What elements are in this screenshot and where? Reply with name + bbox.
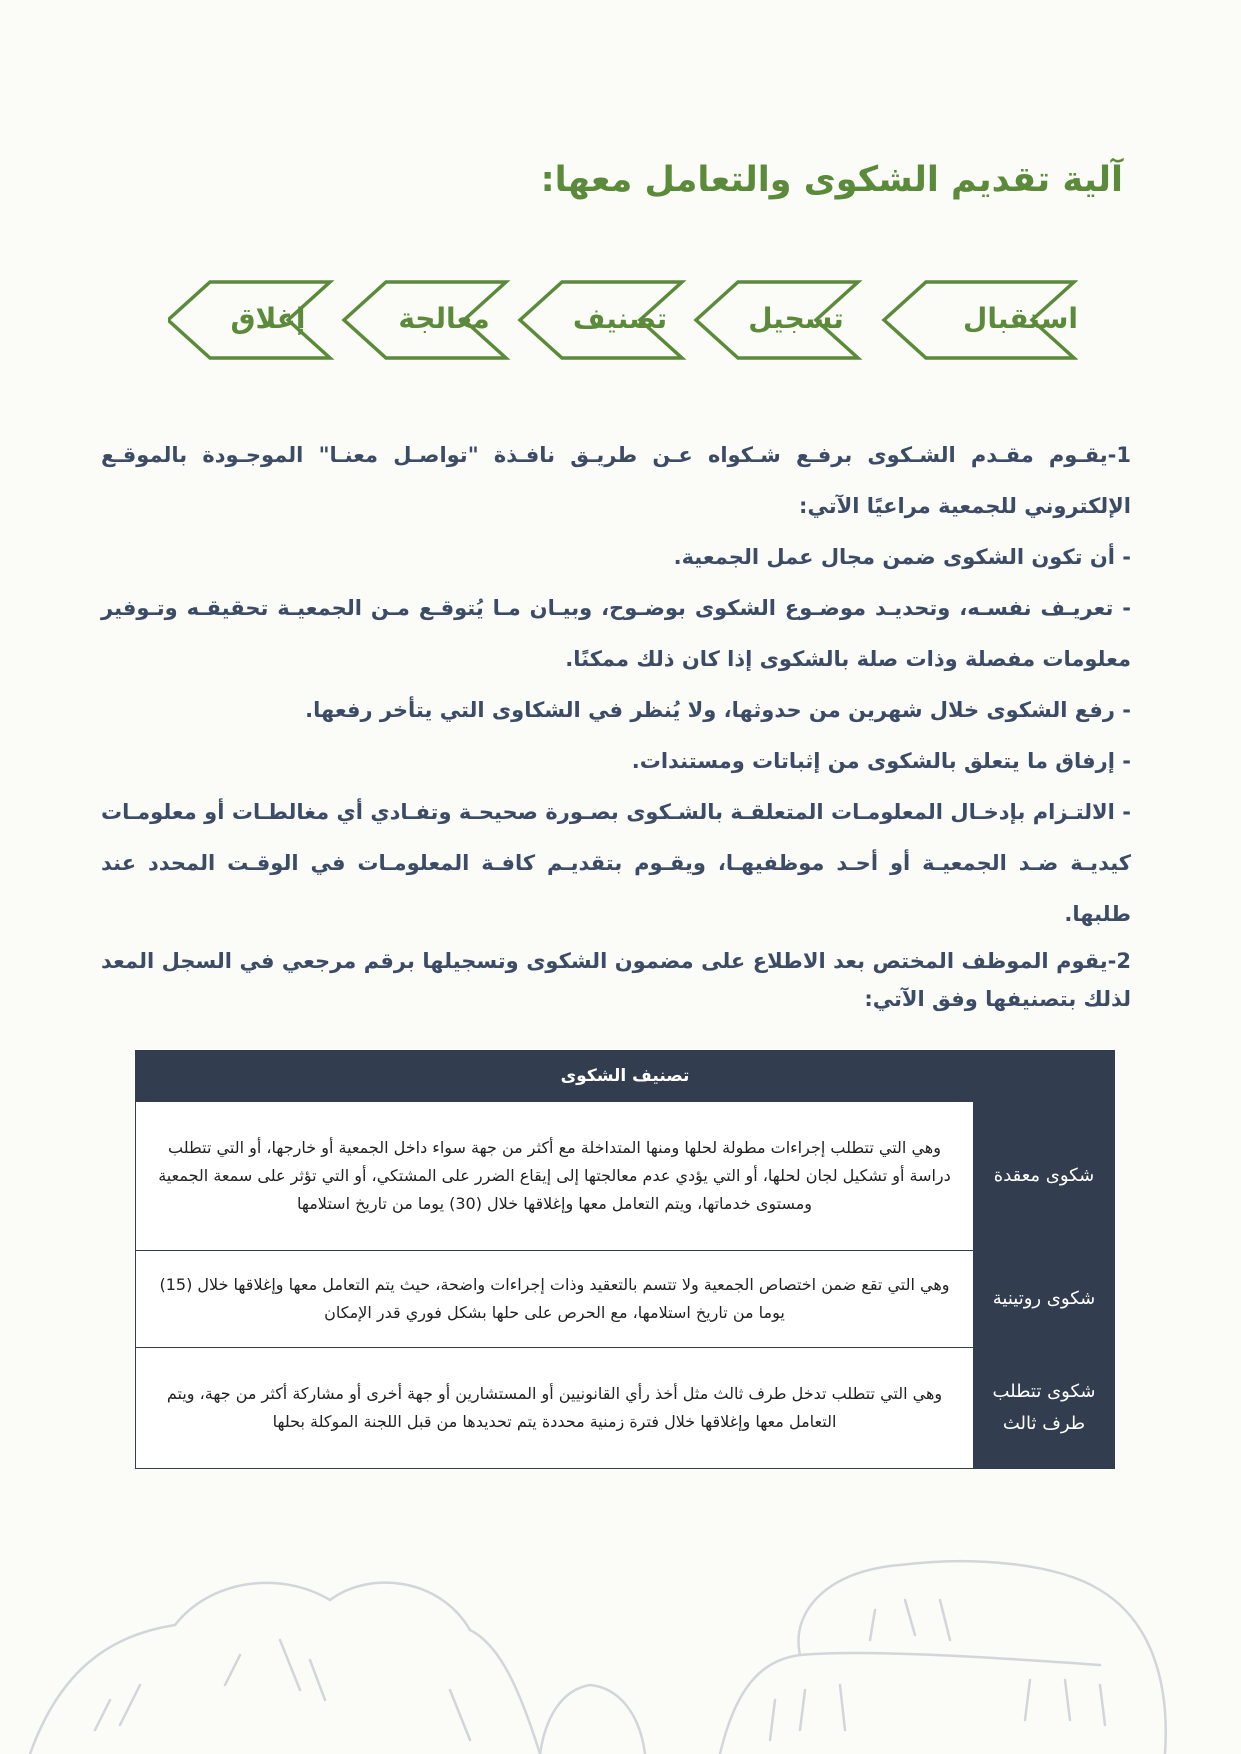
table-row — [136, 1348, 1115, 1469]
classification-table — [135, 1050, 1115, 1469]
complaint-description: وهي التي تقع ضمن اختصاص الجمعية ولا تتسم بالتعقيد وذات إجراءات واضحة، حيث يتم التعامل معها وإغلاقها خلال (15) يوما من تاريخ استلامها، مع الحرص على حلها بشكل فوري قدر الإمكان — [136, 1251, 974, 1348]
paragraph-3: - تعريـف نفسـه، وتحديـد موضـوع الشكوى بوضـوح، وبيـان مـا يُتوقـع مـن الجمعيـة تحقيقـه وتـوفير معلومات مفصلة وذات صلة بالشكوى إذا كان ذلك ممكنًا. — [101, 596, 1131, 671]
decorative-illustration — [0, 1460, 1241, 1754]
step-classify: تصنيف — [572, 302, 668, 335]
page-title: آلية تقديم الشكوى والتعامل معها: — [540, 160, 1123, 200]
process-steps — [168, 278, 1078, 368]
complaint-description: وهي التي تتطلب تدخل طرف ثالث مثل أخذ رأي القانونيين أو المستشارين أو جهة أخرى أو مشاركة أكثر من جهة، ويتم التعامل معها وإغلاقها خلال فترة زمنية محددة يتم تحديدها من قبل اللجنة الموكلة بحلها — [136, 1348, 974, 1469]
step-close: إغلاق — [230, 302, 306, 335]
paragraph-4: - رفع الشكوى خلال شهرين من حدوثها، ولا يُنظر في الشكاوى التي يتأخر رفعها. — [305, 698, 1131, 722]
table-header-row — [136, 1051, 1115, 1102]
complaint-type: شكوى روتينية — [974, 1251, 1115, 1348]
table-row — [136, 1251, 1115, 1348]
complaint-description: وهي التي تتطلب إجراءات مطولة لحلها ومنها المتداخلة مع أكثر من جهة سواء داخل الجمعية أو خارجها، أو التي تتطلب دراسة أو تشكيل لجان لحلها، أو التي يؤدي عدم معالجتها إلى إيقاع الضرر على المشتكي، أو التي تؤثر على سمعة الجمعية ومستوى خدماتها، ويتم التعامل معها وإغلاقها خلال (30) يوما من تاريخ استلامها — [136, 1102, 974, 1251]
table-header: تصنيف الشكوى — [136, 1051, 1115, 1102]
paragraph-7: 2-يقوم الموظف المختص بعد الاطلاع على مضمون الشكوى وتسجيلها برقم مرجعي في السجل المعد لذلك بتصنيفها وفق الآتي: — [101, 949, 1131, 1011]
paragraph-2: - أن تكون الشكوى ضمن مجال عمل الجمعية. — [673, 545, 1131, 569]
table-row — [136, 1102, 1115, 1251]
step-receive: استقبال — [963, 302, 1078, 335]
step-process: معالجة — [398, 302, 490, 335]
paragraph-1: 1-يقـوم مقـدم الشـكوى برفـع شـكواه عـن طريـق نافـذة "تواصـل معنـا" الموجـودة بالموقـع الإلكتروني للجمعية مراعيًا الآتي: — [101, 443, 1131, 518]
paragraph-6: - الالتـزام بإدخـال المعلومـات المتعلقـة بالشـكوى بصـورة صحيحـة وتفـادي أي مغالطـات أو معلومـات كيديـة ضـد الجمعيـة أو أحـد موظفيهـا، ويقـوم بتقديـم كافـة المعلومـات في الوقـت المحدد عند طلبها. — [101, 800, 1131, 926]
complaint-type: شكوى معقدة — [974, 1102, 1115, 1251]
complaint-type: شكوى تتطلب طرف ثالث — [974, 1348, 1115, 1469]
procedure-text — [101, 430, 1131, 1018]
step-register: تسجيل — [748, 302, 844, 335]
paragraph-5: - إرفاق ما يتعلق بالشكوى من إثباتات ومستندات. — [631, 749, 1131, 773]
